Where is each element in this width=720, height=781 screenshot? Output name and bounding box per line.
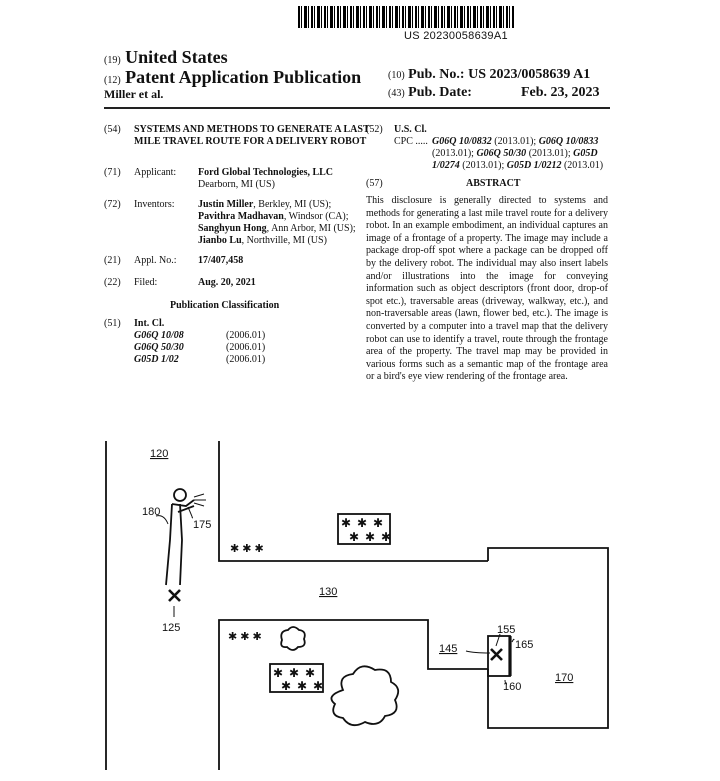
- star-icon: ✱ ✱ ✱: [230, 543, 264, 555]
- person-body: [166, 500, 194, 585]
- pubno-label: Pub. No.:: [408, 67, 465, 82]
- publication-type: Patent Application Publication: [125, 67, 362, 87]
- intcl-class: G06Q 10/08: [134, 330, 184, 341]
- cpc-version: (2013.01);: [491, 136, 539, 147]
- uscl-label: U.S. Cl.: [394, 124, 427, 135]
- cpc-version: (2013.01);: [432, 148, 477, 159]
- ref-125: 125: [162, 622, 181, 634]
- country: United States: [125, 47, 228, 67]
- leader-145: [466, 651, 490, 653]
- bush-large: [331, 666, 398, 725]
- applicant-label: Applicant:: [134, 167, 177, 178]
- cpc-label: CPC .....: [394, 136, 428, 147]
- intcl-class: G06Q 50/30: [134, 342, 184, 353]
- abstract-heading: ABSTRACT: [466, 178, 521, 189]
- intcl-class: G05D 1/02: [134, 354, 179, 365]
- filed-value: Aug. 20, 2021: [198, 277, 256, 288]
- star-markers: [228, 543, 264, 643]
- leader-165: [512, 639, 514, 642]
- cpc-class: G06Q 10/0832: [432, 136, 492, 147]
- drop-spot-mark-155: [491, 649, 502, 660]
- country-code: (19): [104, 55, 121, 66]
- applicant-city: Dearborn, MI (US): [198, 179, 275, 190]
- intcl-version: (2006.01): [226, 330, 266, 341]
- ref-130: 130: [319, 586, 338, 598]
- flower-icon: ✱: [312, 679, 324, 693]
- cpc-class: 1/0274: [432, 160, 460, 171]
- cpc-class: G05D 1/0212: [506, 160, 562, 171]
- inventor-location: , Northville, MI (US): [241, 235, 327, 246]
- drop-spot-mark-125: [169, 590, 180, 601]
- cpc-class: G06Q 50/30: [476, 148, 527, 159]
- inventor-location: , Ann Arbor, MI (US);: [266, 223, 356, 234]
- flower-icon: ✱: [296, 679, 308, 693]
- flower-icon: ✱: [340, 516, 352, 530]
- inventor-location: , Windsor (CA);: [283, 211, 349, 222]
- flower-icon: ✱: [356, 516, 368, 530]
- inventor-location: , Berkley, MI (US);: [253, 199, 332, 210]
- abstract-code: (57): [366, 178, 383, 189]
- inventor-name: Justin Miller: [198, 199, 254, 210]
- house-outline: [488, 548, 608, 728]
- filed-code: (22): [104, 277, 121, 288]
- figure-lines: [106, 441, 608, 770]
- pubno-code: (10): [388, 70, 405, 81]
- intcl-label: Int. Cl.: [134, 318, 165, 329]
- appl-value: 17/407,458: [198, 255, 244, 266]
- camera-flash: [194, 494, 206, 506]
- inventor-name: Pavithra Madhavan: [198, 211, 284, 222]
- ref-180: 180: [142, 506, 161, 518]
- inventors-code: (72): [104, 199, 121, 210]
- appl-code: (21): [104, 255, 121, 266]
- flower-icon: ✱: [348, 530, 360, 544]
- flower-icon: ✱: [304, 666, 316, 680]
- ref-160: 160: [503, 681, 522, 693]
- classification-heading: Publication Classification: [170, 300, 280, 311]
- pubtype-code: (12): [104, 75, 121, 86]
- ref-145: 145: [439, 643, 458, 655]
- flower-icon: ✱: [364, 530, 376, 544]
- flower-icon: ✱: [272, 666, 284, 680]
- barcode-number: US 20230058639A1: [404, 30, 508, 42]
- pubdate-label: Pub. Date:: [408, 85, 472, 100]
- flower-icon: ✱: [372, 516, 384, 530]
- filed-label: Filed:: [134, 277, 158, 288]
- pubdate-code: (43): [388, 88, 405, 99]
- cpc-class: G05D: [573, 148, 598, 159]
- flower-icon: ✱: [288, 666, 300, 680]
- flower-icon: ✱: [280, 679, 292, 693]
- inventor-name: Sanghyun Hong: [198, 223, 267, 234]
- ref-120: 120: [150, 448, 169, 460]
- cpc-class: G06Q 10/0833: [538, 136, 599, 147]
- uscl-code: (52): [366, 124, 383, 135]
- ref-175: 175: [193, 519, 212, 531]
- authors: Miller et al.: [104, 87, 164, 101]
- cpc-version: (2013.01);: [526, 148, 574, 159]
- cpc-version: (2013.01): [561, 160, 604, 171]
- cpc-version: (2013.01);: [459, 160, 507, 171]
- leader-175: [188, 507, 193, 518]
- person-head: [174, 489, 186, 501]
- abstract-text: This disclosure is generally directed to systems and methods for generating a last mile travel route for a delivery robot. In an example embodiment, an individual captures an image of a frontage of a property. The image may include a package drop-off spot where a package can be dropped off by the delivery robot. The individual may also insert labels and/or illustrations into the image for conveying information such as object descriptors (front door, drop-of spot etc.), traversable areas (driveway, walkway, etc.), and non-traversable areas (lawn, flower bed, etc.). The image is converted by a computer into a travel map that the delivery robot can use to identify a travel, route through the frontage area of the property. The travel map may be provided in various forms such as a semantic map of the frontage area or a bird's eye view rendering of the frontage area.: [366, 195, 608, 383]
- flowers: [273, 516, 391, 693]
- applicant-name: Ford Global Technologies, LLC: [198, 167, 334, 178]
- applicant-code: (71): [104, 167, 121, 178]
- bush-small: [281, 627, 305, 650]
- appl-label: Appl. No.:: [134, 255, 177, 266]
- star-icon: ✱ ✱ ✱: [228, 631, 262, 643]
- inventor-name: Jianbo Lu: [198, 235, 242, 246]
- invention-title: SYSTEMS AND METHODS TO GENERATE A LAST MILE TRAVEL ROUTE FOR A DELIVERY ROBOT: [134, 124, 370, 147]
- title-code: (54): [104, 124, 121, 135]
- ref-170: 170: [555, 672, 574, 684]
- intcl-code: (51): [104, 318, 121, 329]
- pubno-value: US 2023/0058639 A1: [468, 67, 591, 82]
- intcl-version: (2006.01): [226, 342, 266, 353]
- ref-165: 165: [515, 639, 534, 651]
- flower-icon: ✱: [380, 530, 392, 544]
- inventors-label: Inventors:: [134, 199, 175, 210]
- pubdate-value: Feb. 23, 2023: [521, 85, 600, 100]
- ref-155: 155: [497, 624, 516, 636]
- intcl-version: (2006.01): [226, 354, 266, 365]
